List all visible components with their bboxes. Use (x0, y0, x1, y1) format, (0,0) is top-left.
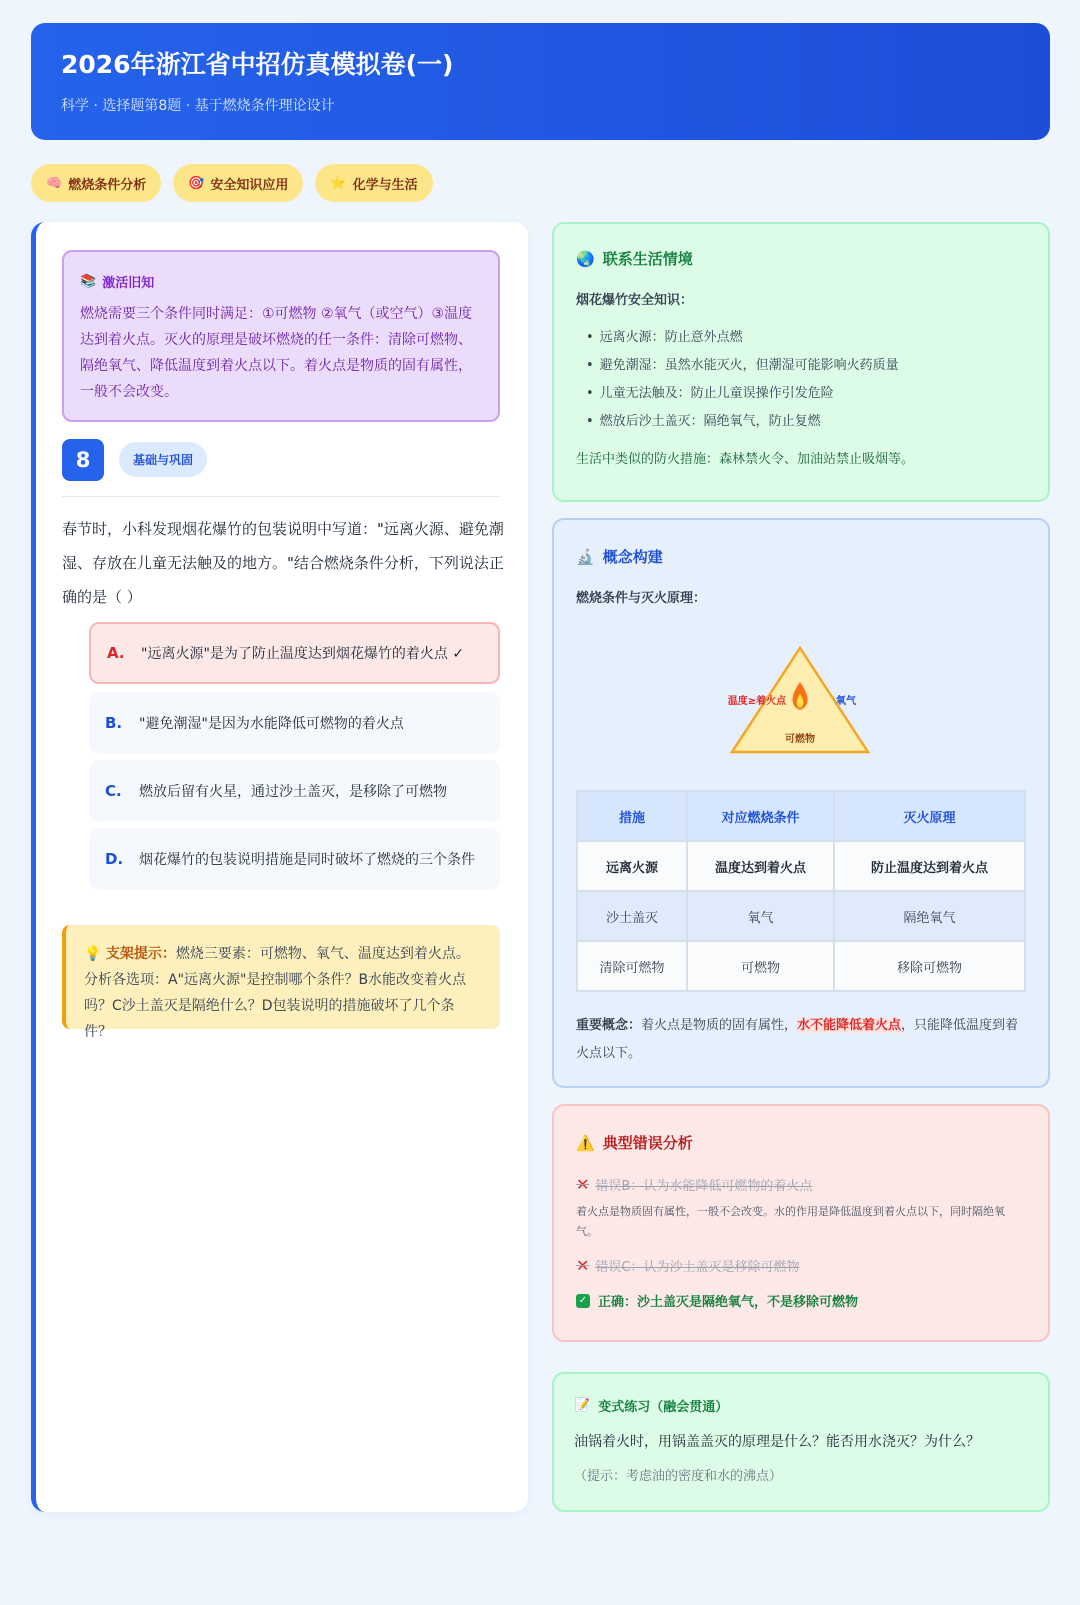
question-number: 8 (62, 439, 104, 481)
wrong-text: 错误C：认为沙土盖灭是移除可燃物 (595, 1260, 800, 1275)
error-analysis-card (552, 1104, 1050, 1342)
table-cell: 清除可燃物 (577, 941, 687, 991)
option-b[interactable] (89, 692, 500, 754)
list-item: • 远离火源：防止意外点燃 (576, 324, 1026, 352)
correct-statement (576, 1291, 1026, 1310)
life-footer: 生活中类似的防火措施：森林禁火令、加油站禁止吸烟等。 (576, 452, 915, 467)
practice-hint: （提示：考虑油的密度和水的沸点） (574, 1469, 783, 1484)
wrong-text: 错误B：认为水能降低可燃物的着火点 (595, 1179, 813, 1194)
topic-tags (31, 164, 433, 202)
cross-icon: ✕ (576, 1175, 590, 1194)
life-context-card (552, 222, 1050, 502)
table-row (577, 841, 1025, 891)
table-cell: 可燃物 (687, 941, 834, 991)
concept-table (576, 790, 1026, 992)
warning-icon: ⚠️ (576, 1133, 595, 1152)
option-letter: A. (107, 644, 125, 662)
list-item: • 燃放后沙土盖灭：隔绝氧气，防止复燃 (576, 408, 1026, 436)
table-cell: 温度达到着火点 (687, 841, 834, 891)
triangle-label-fuel: 可燃物 (785, 734, 815, 745)
brain-icon: 🧠 (46, 175, 63, 191)
note-label: 重要概念： (576, 1018, 642, 1033)
question-stem: 春节时，小科发现烟花爆竹的包装说明中写道："远离火源、避免潮湿、存放在儿童无法触及的地方。"结合燃烧条件分析，下列说法正确的是（ ） (62, 520, 504, 606)
tag-label: 化学与生活 (352, 177, 418, 193)
option-c[interactable] (89, 760, 500, 822)
life-list (576, 324, 1026, 436)
wrong-option-b (576, 1175, 1026, 1194)
table-cell: 远离火源 (577, 841, 687, 891)
tag-combustion (31, 164, 161, 202)
list-item: • 儿童无法触及：防止儿童误操作引发危险 (576, 380, 1026, 408)
divider (62, 496, 500, 497)
option-letter: B. (105, 714, 123, 732)
table-header: 措施 (577, 791, 687, 841)
table-header: 对应燃烧条件 (687, 791, 834, 841)
correct-text: 正确：沙土盖灭是隔绝氧气，不是移除可燃物 (598, 1295, 859, 1310)
option-a[interactable] (89, 622, 500, 684)
tag-chemistry-life (315, 164, 432, 202)
level-badge: 基础与巩固 (119, 442, 207, 477)
recall-box (62, 250, 500, 422)
tag-label: 安全知识应用 (210, 177, 289, 193)
page-header (31, 23, 1050, 140)
books-icon: 📚 (80, 274, 97, 289)
check-icon: ✓ (576, 1294, 590, 1308)
option-text: "远离火源"是为了防止温度达到烟花爆竹的着火点 ✓ (141, 646, 465, 662)
option-text: "避免潮湿"是因为水能降低可燃物的着火点 (139, 716, 404, 732)
tag-safety (173, 164, 303, 202)
table-header: 灭火原理 (834, 791, 1025, 841)
error-title: 典型错误分析 (602, 1134, 693, 1152)
life-title: 联系生活情境 (602, 250, 693, 268)
hint-text: 燃烧三要素：可燃物、氧气、温度达到着火点。分析各选项：A"远离火源"是控制哪个条件？B水能改变着火点吗？C沙土盖灭是隔绝什么？D包装说明的措施破坏了几个条件？ (84, 946, 470, 1040)
wrong-explanation: 着火点是物质固有属性，一般不会改变。水的作用是降低温度到着火点以下，同时隔绝氧气。 (576, 1205, 1005, 1238)
page-subtitle: 科学 · 选择题第8题 · 基于燃烧条件理论设计 (61, 98, 335, 114)
page-title: 2026年浙江省中招仿真模拟卷(一) (61, 50, 454, 79)
recall-body: 燃烧需要三个条件同时满足：①可燃物 ②氧气（或空气）③温度达到着火点。灭火的原理是破坏燃烧的任一条件：清除可燃物、隔绝氧气、降低温度到着火点以下。着火点是物质的固有属性，一般不会改变。 (80, 306, 473, 400)
note-text-b: ，只能降低温度到着火点以下。 (576, 1018, 1019, 1061)
option-text: 烟花爆竹的包装说明措施是同时破坏了燃烧的三个条件 (139, 852, 475, 868)
question-panel (31, 222, 528, 1512)
list-item: • 避免潮湿：虽然水能灭火，但潮湿可能影响火药质量 (576, 352, 1026, 380)
triangle-label-temperature: 温度≥着火点 (727, 696, 787, 707)
practice-card (552, 1372, 1050, 1512)
scaffold-hint (62, 925, 500, 1040)
table-cell: 氧气 (687, 891, 834, 941)
table-cell: 移除可燃物 (834, 941, 1025, 991)
triangle-label-oxygen: 氧气 (836, 696, 856, 707)
fire-triangle-svg (710, 640, 890, 765)
practice-question: 油锅着火时，用锅盖盖灭的原理是什么？能否用水浇灭？为什么？ (574, 1434, 980, 1450)
note-text-a: 着火点是物质的固有属性， (641, 1018, 798, 1033)
table-cell: 防止温度达到着火点 (834, 841, 1025, 891)
cross-icon: ✕ (576, 1256, 590, 1275)
option-letter: C. (105, 782, 122, 800)
lightbulb-icon: 💡 (84, 946, 102, 962)
table-row (577, 941, 1025, 991)
target-icon: 🎯 (188, 175, 205, 191)
table-row (577, 891, 1025, 941)
table-cell: 隔绝氧气 (834, 891, 1025, 941)
globe-icon: 🌏 (576, 249, 595, 268)
life-heading: 烟花爆竹安全知识： (576, 293, 694, 308)
table-header-row (577, 791, 1025, 841)
option-d[interactable] (89, 828, 500, 890)
concept-card (552, 518, 1050, 1088)
option-letter: D. (105, 850, 124, 868)
concept-heading: 燃烧条件与灭火原理： (576, 591, 707, 606)
memo-icon: 📝 (574, 1398, 591, 1413)
hint-label: 支架提示： (105, 946, 176, 962)
practice-title: 变式练习（融会贯通） (598, 1400, 729, 1415)
recall-title: 激活旧知 (102, 276, 155, 291)
key-concept-note (576, 1012, 1028, 1068)
wrong-option-c (576, 1256, 1026, 1275)
microscope-icon: 🔬 (576, 547, 595, 566)
option-text: 燃放后留有火星，通过沙土盖灭，是移除了可燃物 (139, 784, 447, 800)
table-cell: 沙土盖灭 (577, 891, 687, 941)
star-icon: ⭐ (330, 175, 347, 191)
note-highlight: 水不能降低着火点 (797, 1018, 902, 1033)
tag-label: 燃烧条件分析 (68, 177, 147, 193)
concept-title: 概念构建 (602, 548, 663, 566)
fire-triangle (710, 640, 890, 765)
